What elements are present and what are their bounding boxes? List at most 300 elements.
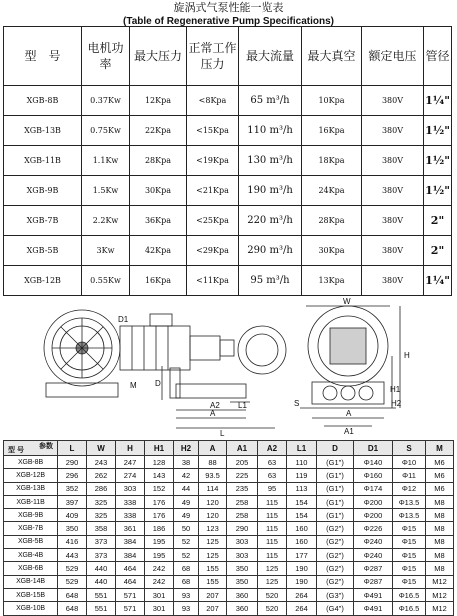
spec-row (4, 266, 452, 296)
dims-cell: M8 (426, 562, 454, 575)
dims-cell: 464 (116, 575, 145, 588)
dims-cell: 529 (58, 562, 87, 575)
dims-cell: 384 (116, 549, 145, 562)
spec-table-body (4, 86, 452, 296)
spec-cell: <8Kpa (187, 86, 239, 116)
dims-cell: 195 (145, 549, 174, 562)
dims-cell: 520 (258, 588, 287, 601)
dims-cell: Φ15 (393, 549, 426, 562)
side-view-motor (120, 326, 190, 370)
dims-cell: Φ13.5 (393, 495, 426, 508)
dims-cell: Φ240 (354, 535, 393, 548)
front-view-center (330, 328, 366, 364)
spec-header-voltage: 额定电压 (362, 27, 424, 86)
spec-row (4, 206, 452, 236)
dims-cell: 235 (227, 482, 258, 495)
dims-cell: 551 (87, 588, 116, 601)
dims-cell: 114 (199, 482, 227, 495)
dims-model-cell: XGB-6B (4, 562, 58, 575)
label-h1: H1 (390, 385, 401, 394)
dims-header-w: W (87, 441, 116, 456)
dims-cell: 176 (145, 509, 174, 522)
spec-cell: 380V (362, 146, 424, 176)
dims-cell: 49 (174, 509, 199, 522)
dims-cell: 338 (116, 495, 145, 508)
spec-header-working-pressure: 正常工作压力 (187, 27, 239, 86)
dims-cell: 63 (258, 469, 287, 482)
dims-cell: (G1") (317, 509, 354, 522)
spec-cell: 220 m³/h (239, 206, 302, 236)
spec-cell: <15Kpa (187, 116, 239, 146)
dims-cell: 38 (174, 456, 199, 469)
dims-cell: 123 (199, 522, 227, 535)
dims-cell: 262 (87, 469, 116, 482)
spec-row (4, 236, 452, 266)
spec-cell: <19Kpa (187, 146, 239, 176)
dims-cell: (G4") (317, 602, 354, 615)
label-a2: A2 (210, 401, 220, 410)
spec-cell: 0.37Kw (82, 86, 130, 116)
dims-cell: 529 (58, 575, 87, 588)
spec-cell: 36Kpa (130, 206, 187, 236)
spec-header-pipe: 管径 (424, 27, 452, 86)
dims-cell: 176 (145, 495, 174, 508)
spec-cell: 28Kpa (302, 206, 362, 236)
spec-cell: 65 m³/h (239, 86, 302, 116)
dims-model-cell: XGB-4B (4, 549, 58, 562)
dims-cell: 115 (258, 549, 287, 562)
dims-cell: 325 (87, 495, 116, 508)
dims-cell: M6 (426, 469, 454, 482)
spec-cell: XGB-13B (4, 116, 82, 146)
dims-row (4, 562, 454, 575)
dims-row (4, 456, 454, 469)
dims-cell: 286 (87, 482, 116, 495)
dims-cell: 120 (199, 495, 227, 508)
dims-cell: 44 (174, 482, 199, 495)
dims-model-cell: XGB-12B (4, 469, 58, 482)
dims-cell: M6 (426, 456, 454, 469)
dims-cell: 63 (258, 456, 287, 469)
spec-cell: 1¼" (424, 266, 452, 296)
spec-cell: 380V (362, 236, 424, 266)
pump-dimension-drawing (0, 296, 457, 440)
spec-row (4, 176, 452, 206)
label-a: A (210, 409, 216, 418)
spec-cell: 30Kpa (302, 236, 362, 266)
dims-corner-model: 型 号 (8, 447, 24, 454)
spec-cell: 380V (362, 206, 424, 236)
dims-row (4, 522, 454, 535)
dims-cell: (G2") (317, 535, 354, 548)
dims-model-cell: XGB-10B (4, 602, 58, 615)
label-a-front: A (346, 409, 352, 418)
spec-cell: 130 m³/h (239, 146, 302, 176)
dims-cell: 110 (287, 456, 317, 469)
dims-cell: 440 (87, 575, 116, 588)
spec-cell: 10Kpa (302, 86, 362, 116)
dims-cell: 384 (116, 535, 145, 548)
title-block (0, 0, 457, 28)
spec-cell: 2.2Kw (82, 206, 130, 236)
dims-cell: 301 (145, 588, 174, 601)
dims-cell: M12 (426, 588, 454, 601)
label-h2: H2 (391, 399, 402, 408)
spec-cell: 42Kpa (130, 236, 187, 266)
dims-header-row (4, 441, 454, 456)
dims-cell: Φ491 (354, 588, 393, 601)
dims-cell: 373 (87, 549, 116, 562)
dims-cell: 409 (58, 509, 87, 522)
dims-cell: 125 (258, 562, 287, 575)
dims-cell: 207 (199, 602, 227, 615)
dims-header-a2: A2 (258, 441, 287, 456)
label-a1: A1 (344, 427, 354, 436)
dims-cell: Φ15 (393, 535, 426, 548)
dims-cell: (G2") (317, 575, 354, 588)
dims-model-cell: XGB-8B (4, 456, 58, 469)
dims-cell: 360 (227, 588, 258, 601)
dims-row (4, 535, 454, 548)
dims-cell: 120 (199, 509, 227, 522)
spec-header-max-flow: 最大流量 (239, 27, 302, 86)
title-chinese: 旋涡式气泵性能一览表 (173, 1, 284, 14)
dims-cell: M8 (426, 509, 454, 522)
spec-cell: XGB-8B (4, 86, 82, 116)
dims-row (4, 549, 454, 562)
spec-cell: 380V (362, 266, 424, 296)
label-w: W (343, 297, 351, 306)
dims-cell: 303 (227, 535, 258, 548)
dims-cell: 160 (287, 522, 317, 535)
dims-cell: 115 (258, 535, 287, 548)
spec-cell: <21Kpa (187, 176, 239, 206)
dims-cell: 350 (58, 522, 87, 535)
dims-cell: (G2") (317, 562, 354, 575)
label-l1: L1 (238, 401, 247, 410)
dims-cell: Φ240 (354, 549, 393, 562)
dims-header-h1: H1 (145, 441, 174, 456)
dims-cell: Φ140 (354, 456, 393, 469)
dims-model-cell: XGB-7B (4, 522, 58, 535)
dims-cell: M8 (426, 495, 454, 508)
dims-cell: 93.5 (199, 469, 227, 482)
spec-cell: 16Kpa (130, 266, 187, 296)
title-english: (Table of Regenerative Pump Specifications) (123, 16, 334, 27)
dims-cell: M8 (426, 535, 454, 548)
dims-cell: 50 (174, 522, 199, 535)
dims-cell: 115 (258, 495, 287, 508)
front-view (300, 306, 400, 426)
spec-cell: 30Kpa (130, 176, 187, 206)
dims-cell: 113 (287, 482, 317, 495)
dims-cell: 186 (145, 522, 174, 535)
dims-row (4, 602, 454, 615)
dims-cell: 247 (116, 456, 145, 469)
dims-cell: Φ226 (354, 522, 393, 535)
dims-row (4, 482, 454, 495)
spec-table (3, 26, 452, 296)
spec-header-row (4, 27, 452, 86)
dims-table-body (4, 456, 454, 616)
dims-cell: 242 (145, 562, 174, 575)
dims-cell: 93 (174, 602, 199, 615)
dims-cell: 648 (58, 588, 87, 601)
dims-cell: 154 (287, 495, 317, 508)
dims-cell: 264 (287, 588, 317, 601)
spec-cell: 18Kpa (302, 146, 362, 176)
spec-cell: <11Kpa (187, 266, 239, 296)
dims-cell: 68 (174, 575, 199, 588)
dims-cell: Φ491 (354, 602, 393, 615)
dims-model-cell: XGB-13B (4, 482, 58, 495)
dims-cell: 648 (58, 602, 87, 615)
dims-row (4, 469, 454, 482)
dims-cell: 440 (87, 562, 116, 575)
dims-model-cell: XGB-9B (4, 509, 58, 522)
dims-cell: 373 (87, 535, 116, 548)
dims-cell: 190 (287, 575, 317, 588)
dims-cell: 115 (258, 509, 287, 522)
dims-cell: 551 (87, 602, 116, 615)
dims-cell: 350 (227, 562, 258, 575)
dims-header-l: L (58, 441, 87, 456)
spec-cell: 3Kw (82, 236, 130, 266)
dims-row (4, 575, 454, 588)
dims-cell: Φ15 (393, 575, 426, 588)
dims-cell: 325 (87, 509, 116, 522)
dims-cell: Φ16.5 (393, 588, 426, 601)
dims-cell: 274 (116, 469, 145, 482)
dims-cell: 49 (174, 495, 199, 508)
dims-cell: Φ10 (393, 456, 426, 469)
spec-header-model: 型 号 (4, 27, 82, 86)
side-view-foot (176, 384, 246, 398)
spec-cell: 16Kpa (302, 116, 362, 146)
spec-cell: 290 m³/h (239, 236, 302, 266)
dims-cell: Φ15 (393, 522, 426, 535)
dims-cell: 360 (227, 602, 258, 615)
dims-cell: 361 (116, 522, 145, 535)
dims-cell: 119 (287, 469, 317, 482)
dims-cell: 143 (145, 469, 174, 482)
dims-cell: 350 (227, 575, 258, 588)
dims-cell: M12 (426, 575, 454, 588)
dims-cell: 125 (258, 575, 287, 588)
dims-cell: 52 (174, 535, 199, 548)
spec-row (4, 116, 452, 146)
spec-cell: 1.1Kw (82, 146, 130, 176)
dims-cell: M12 (426, 602, 454, 615)
dims-row (4, 509, 454, 522)
dims-header-a: A (199, 441, 227, 456)
dims-cell: 290 (227, 522, 258, 535)
spec-cell: <25Kpa (187, 206, 239, 236)
dims-cell: 154 (287, 509, 317, 522)
dims-cell: 160 (287, 535, 317, 548)
label-d1: D1 (118, 315, 129, 324)
dims-header-a1: A1 (227, 441, 258, 456)
spec-cell: XGB-12B (4, 266, 82, 296)
label-m: M (130, 381, 137, 390)
dims-cell: 242 (145, 575, 174, 588)
label-s: S (294, 399, 300, 408)
spec-cell: 380V (362, 86, 424, 116)
spec-header-max-pressure: 最大压力 (130, 27, 187, 86)
dims-cell: Φ200 (354, 509, 393, 522)
dims-cell: 225 (227, 469, 258, 482)
spec-cell: 1½" (424, 116, 452, 146)
dims-cell: M6 (426, 482, 454, 495)
dims-row (4, 588, 454, 601)
spec-cell: 2" (424, 206, 452, 236)
dims-header-h2: H2 (174, 441, 199, 456)
spec-header-power: 电机功率 (82, 27, 130, 86)
spec-cell: 0.75Kw (82, 116, 130, 146)
dims-cell: 443 (58, 549, 87, 562)
dims-cell: 205 (227, 456, 258, 469)
spec-cell: XGB-7B (4, 206, 82, 236)
spec-cell: 380V (362, 176, 424, 206)
dims-cell: 152 (145, 482, 174, 495)
dims-cell: 177 (287, 549, 317, 562)
spec-row (4, 146, 452, 176)
spec-cell: 22Kpa (130, 116, 187, 146)
side-view-base (46, 383, 118, 397)
front-view-labels (294, 297, 410, 436)
dims-cell: 207 (199, 588, 227, 601)
dims-cell: Φ200 (354, 495, 393, 508)
dims-cell: 93 (174, 588, 199, 601)
dimension-table (3, 440, 454, 616)
dims-model-cell: XGB-15B (4, 588, 58, 601)
dims-cell: 195 (145, 535, 174, 548)
dims-cell: 95 (258, 482, 287, 495)
dims-cell: (G1") (317, 456, 354, 469)
dims-cell: Φ287 (354, 562, 393, 575)
dims-corner-params: 参数 (39, 443, 53, 450)
side-view-end-cover (238, 326, 286, 374)
dims-cell: 258 (227, 495, 258, 508)
dims-cell: 243 (87, 456, 116, 469)
dims-cell: Φ16.5 (393, 602, 426, 615)
spec-cell: 1½" (424, 176, 452, 206)
dims-cell: Φ160 (354, 469, 393, 482)
dims-cell: 125 (199, 535, 227, 548)
dims-corner-cell (4, 441, 58, 456)
dims-cell: 358 (87, 522, 116, 535)
spec-row (4, 86, 452, 116)
dims-cell: Φ287 (354, 575, 393, 588)
dims-cell: 52 (174, 549, 199, 562)
dims-cell: 115 (258, 522, 287, 535)
dims-header-h: H (116, 441, 145, 456)
dims-cell: 128 (145, 456, 174, 469)
spec-cell: 12Kpa (130, 86, 187, 116)
dims-cell: 301 (145, 602, 174, 615)
label-d: D (155, 379, 161, 388)
dims-model-cell: XGB-11B (4, 495, 58, 508)
dims-cell: Φ13.5 (393, 509, 426, 522)
dims-cell: 68 (174, 562, 199, 575)
label-h: H (404, 351, 410, 360)
dims-header-d1: D1 (354, 441, 393, 456)
dims-cell: 352 (58, 482, 87, 495)
label-l: L (220, 429, 225, 438)
side-view-terminal-box (150, 314, 172, 326)
dims-header-d: D (317, 441, 354, 456)
dims-cell: 464 (116, 562, 145, 575)
dims-cell: Φ11 (393, 469, 426, 482)
side-view-labels (118, 315, 247, 438)
dims-model-cell: XGB-5B (4, 535, 58, 548)
spec-cell: 1½" (424, 146, 452, 176)
dims-cell: 571 (116, 602, 145, 615)
dims-header-m: M (426, 441, 454, 456)
dims-cell: (G1") (317, 482, 354, 495)
spec-cell: XGB-11B (4, 146, 82, 176)
dims-cell: 155 (199, 562, 227, 575)
spec-cell: 2" (424, 236, 452, 266)
dims-cell: (G2") (317, 549, 354, 562)
dims-cell: 416 (58, 535, 87, 548)
dims-cell: 264 (287, 602, 317, 615)
spec-cell: 24Kpa (302, 176, 362, 206)
spec-cell: 13Kpa (302, 266, 362, 296)
dims-cell: 397 (58, 495, 87, 508)
dims-cell: 303 (116, 482, 145, 495)
dims-cell: (G3") (317, 588, 354, 601)
dims-cell: 571 (116, 588, 145, 601)
dims-model-cell: XGB-14B (4, 575, 58, 588)
spec-cell: 28Kpa (130, 146, 187, 176)
dims-cell: 520 (258, 602, 287, 615)
dims-header-l1: L1 (287, 441, 317, 456)
spec-header-max-vacuum: 最大真空 (302, 27, 362, 86)
dims-cell: 125 (199, 549, 227, 562)
dims-cell: Φ174 (354, 482, 393, 495)
dims-cell: 338 (116, 509, 145, 522)
dims-header-s: S (393, 441, 426, 456)
dims-cell: (G1") (317, 469, 354, 482)
dims-cell: 258 (227, 509, 258, 522)
dims-cell: (G2") (317, 522, 354, 535)
side-view (44, 310, 286, 428)
dims-cell: 155 (199, 575, 227, 588)
dims-cell: 42 (174, 469, 199, 482)
spec-cell: XGB-9B (4, 176, 82, 206)
dims-cell: Φ15 (393, 562, 426, 575)
spec-cell: 95 m³/h (239, 266, 302, 296)
spec-cell: 110 m³/h (239, 116, 302, 146)
dims-cell: M8 (426, 522, 454, 535)
dims-row (4, 495, 454, 508)
spec-cell: 380V (362, 116, 424, 146)
dims-cell: 290 (58, 456, 87, 469)
dims-cell: 303 (227, 549, 258, 562)
spec-cell: 1.5Kw (82, 176, 130, 206)
dims-cell: 88 (199, 456, 227, 469)
dims-cell: (G1") (317, 495, 354, 508)
spec-cell: XGB-5B (4, 236, 82, 266)
dims-cell: M8 (426, 549, 454, 562)
spec-cell: <29Kpa (187, 236, 239, 266)
dims-cell: 296 (58, 469, 87, 482)
spec-cell: 1¼" (424, 86, 452, 116)
dims-cell: Φ12 (393, 482, 426, 495)
spec-cell: 0.55Kw (82, 266, 130, 296)
spec-cell: 190 m³/h (239, 176, 302, 206)
